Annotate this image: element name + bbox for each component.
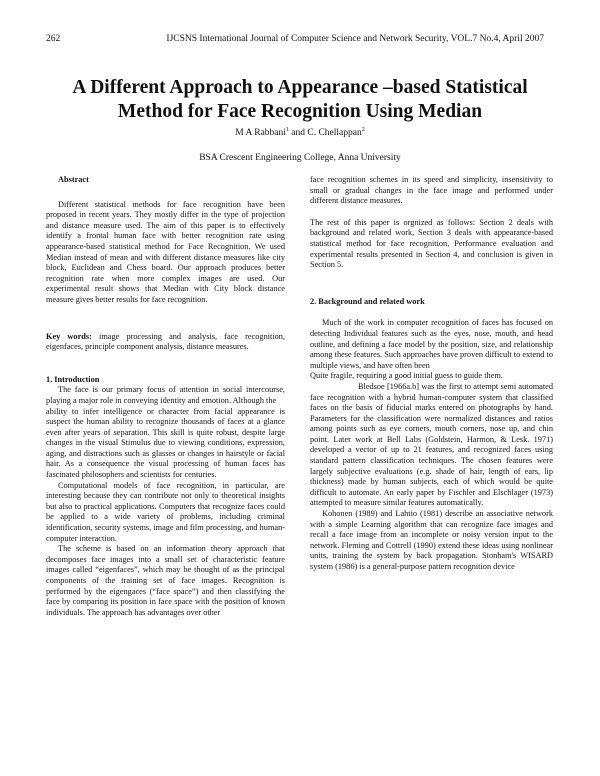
section-2-heading: 2. Background and related work — [310, 296, 425, 306]
section-1-heading: 1. Introduction — [46, 374, 100, 384]
authors — [0, 127, 600, 138]
affiliation: BSA Crescent Engineering College, Anna University — [199, 153, 401, 163]
abstract-body: Different statistical methods for face recognition have been proposed in recent years. They mostly differ in the type of projection and distance measure used. The aim of this paper is to effectively identify a frontal human face with better recognition rate using appearance-based statistical method for Face Recognition. We used Median instead of mean and with different distance measures like city block, Euclidean and Chess board. Our approach produces better recognition rate when more complex images are used. Our experimental result shows that Median with City block distance measure gives better results for face recognition. — [46, 199, 285, 304]
journal-citation: IJCSNS International Journal of Computer Science and Network Security, VOL.7 No.4, April 2007 — [166, 34, 544, 44]
intro-paragraph-3: The scheme is based on an information theory approach that decomposes face images into a small set of characteristic feature images called “eigenfaces”, which may be thought of as the principal components of the training set of face images. Recognition is performed by the eigengaces (“face space”) and then classifying the face by comparing its position in face space with the position of known individuals. The approach has advantages over other — [46, 544, 285, 617]
author-1-affil-mark: 1 — [285, 127, 289, 133]
title-line-1: A Different Approach to Appearance –based Statistical — [72, 77, 528, 98]
background-paragraph-2: Bledsoe [1966a.b] was the first to attempt semi automated face recognition with a hybrid human-computer system that classified faces on the basis of fiducial marks entered on photographs by hand. Parameters for the classification were normalized distances and ratios among points such as eye corners, mouth corners, nose up, and chin point. Later work at Bell Labs (Goldstein, Harmon, & Lesk. 1971) developed a vector of up to 21 features, and recognized faces using standard pattern classification techniques. The chosen features were largely subjective evaluations (e.g. shade of hair, length of ears, lip thickness) made by human subjects, each of which would be quite difficult to automate. An early paper by Fischler and Elschlager (1973) attempted to measure similar features automatically. — [310, 381, 553, 508]
author-1: M A Rabbani — [235, 128, 286, 139]
title-line-2: Method for Face Recognition Using Median — [117, 101, 483, 122]
page-number: 262 — [46, 34, 61, 44]
author-2: and C. Chellappan — [288, 128, 362, 139]
running-header — [46, 34, 544, 44]
background-paragraph-1-cont: Quite fragile, requiring a good initial guess to guide them. — [310, 371, 503, 381]
background-paragraph-1: Much of the work in computer recognition of faces has focused on detecting Individual features such as the eyes, nose, mouth, and head outline, and defining a face model by the position, size, and relationship among these features. Such approaches have proven difficult to extend to multiple views, and have often been — [310, 318, 553, 370]
keywords — [46, 332, 285, 353]
keywords-text: image processing and analysis, face recognition, eigenfaces, principle component analysis, distance measures. — [46, 331, 285, 352]
paper-title — [40, 76, 560, 124]
left-column — [46, 175, 285, 618]
background-paragraph-3: Kohonen (1989) and Lahtio (1981) describe an associative network with a simple Learning algorithm that can recognize face images and recall a face image from an incomplete or noisy version input to the network. Fleming and Cottrell (1990) extend these ideas using nonlinear units, training the system by back propagation. Stonham's WISARD system (1986) is a general-purpose pattern recognition device — [310, 509, 553, 571]
keywords-label: Key words: — [46, 331, 92, 341]
right-column — [310, 175, 553, 573]
author-2-affil-mark: 2 — [361, 127, 365, 133]
intro-paragraph-3-cont: face recognition schemes in its speed and simplicity, insensitivity to small or gradual changes in the face image and performed under different distance measures. — [310, 175, 553, 206]
intro-paragraph-1-cont: ability to infer intelligence or character from facial appearance is suspect the human ability to recognize thousands of faces at a glance even after years of separation. This skill is quite robust, despite large changes in the visual Stimulus due to viewing conditions, expression, aging, and distractions such as glasses or changes in hairstyle or facial hair. As a consequence the visual processing of human faces has fascinated philosophers and scientists for centuries. — [46, 406, 285, 480]
paper-organization-paragraph: The rest of this paper is orgnized as follows: Section 2 deals with background and related work, Section 3 deals with appearance-based statistical method for face recognition, Performance evaluation and experimental results presented in Section 4, and conclusion is given in Section 5. — [310, 217, 553, 270]
abstract-heading: Abstract — [58, 175, 89, 184]
intro-paragraph-2: Computational models of face recognition, in particular, are interesting because they can contribute not only to theoretical insights but also to practical applications. Computers that recognize faces could be applied to a wide variety of problems, including criminal identification, security systems, image and film processing, and human-computer interaction. — [46, 480, 285, 543]
intro-paragraph-1: The face is our primary focus of attention in social intercourse, playing a major role in conveying identity and emotion. Although the — [46, 385, 285, 405]
